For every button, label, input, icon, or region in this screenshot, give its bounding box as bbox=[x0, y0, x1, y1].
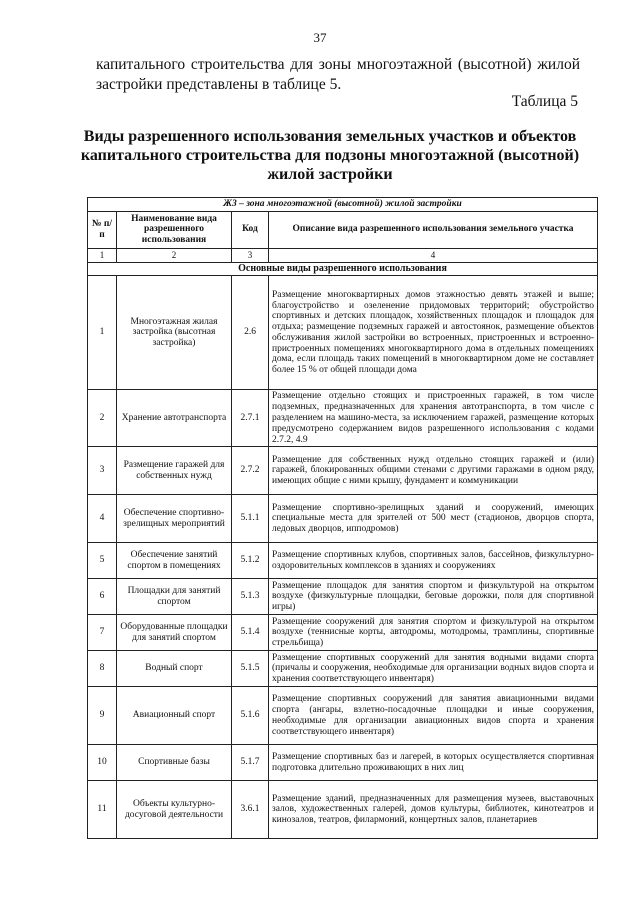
use-code: 5.1.6 bbox=[232, 687, 269, 745]
use-description: Размещение зданий, предназначенных для размещения музеев, выставочных залов, художественных галерей, домов культуры, библиотек, кинотеатров и кинозалов, театров, филармоний, концертных залов, планетариев bbox=[269, 781, 598, 839]
header-num: № п/п bbox=[88, 211, 117, 248]
use-name: Многоэтажная жилая застройка (высотная застройка) bbox=[117, 276, 232, 390]
use-description: Размещение спортивных сооружений для занятия водными видами спорта (причалы и сооружения, необходимые для организации водных видов спорта и хранения соответствующего инвентаря) bbox=[269, 651, 598, 687]
row-number: 4 bbox=[88, 495, 117, 543]
table-row bbox=[88, 651, 598, 687]
use-code: 3.6.1 bbox=[232, 781, 269, 839]
use-name: Спортивные базы bbox=[117, 745, 232, 781]
row-number: 5 bbox=[88, 543, 117, 579]
use-description: Размещение площадок для занятия спортом и физкультурой на открытом воздухе (физкультурные площадки, беговые дорожки, поля для спортивной игры) bbox=[269, 579, 598, 615]
use-name: Водный спорт bbox=[117, 651, 232, 687]
use-code: 2.7.2 bbox=[232, 447, 269, 495]
use-code: 5.1.5 bbox=[232, 651, 269, 687]
zone-title-row bbox=[88, 198, 598, 212]
page-number: 37 bbox=[313, 30, 327, 45]
use-name: Обеспечение занятий спортом в помещениях bbox=[117, 543, 232, 579]
row-number: 10 bbox=[88, 745, 117, 781]
use-code: 5.1.4 bbox=[232, 615, 269, 651]
use-name: Авиационный спорт bbox=[117, 687, 232, 745]
header-row bbox=[88, 211, 598, 248]
zone-title: Ж3 – зона многоэтажной (высотной) жилой застройки bbox=[88, 198, 598, 212]
table-row bbox=[88, 579, 598, 615]
row-number: 3 bbox=[88, 447, 117, 495]
use-name: Обеспечение спортивно-зрелищных мероприятий bbox=[117, 495, 232, 543]
use-description: Размещение отдельно стоящих и пристроенных гаражей, в том числе подземных, предназначенных для хранения автотранспорта, в том числе с разделением на машино-места, за исключением гаражей, размещение которых предусмотрено содержанием видов разрешенного использования с кодами 2.7.2, 4.9 bbox=[269, 390, 598, 447]
land-use-table bbox=[87, 197, 598, 839]
column-index: 1 bbox=[88, 248, 117, 262]
use-description: Размещение спортивно-зрелищных зданий и сооружений, имеющих специальные места для зрителей от 500 мест (стадионов, дворцов спорта, ледовых дворцов, ипподромов) bbox=[269, 495, 598, 543]
use-description: Размещение спортивных сооружений для занятия авиационными видами спорта (ангары, взлетно-посадочные площадки и иные сооружения, необходимые для организации авиационных видов спорта и хранения соответствующего инвентаря) bbox=[269, 687, 598, 745]
use-description: Размещение для собственных нужд отдельно стоящих гаражей и (или) гаражей, блокированных общими стенами с другими гаражами в одном ряду, имеющих общие с ними крышу, фундамент и коммуникации bbox=[269, 447, 598, 495]
column-index: 2 bbox=[117, 248, 232, 262]
use-description: Размещение спортивных баз и лагерей, в которых осуществляется спортивная подготовка длительно проживающих в них лиц bbox=[269, 745, 598, 781]
section-row bbox=[88, 262, 598, 276]
header-name: Наименование вида разрешенного использования bbox=[117, 211, 232, 248]
use-code: 5.1.7 bbox=[232, 745, 269, 781]
use-name: Хранение автотранспорта bbox=[117, 390, 232, 447]
row-number: 9 bbox=[88, 687, 117, 745]
table-label: Таблица 5 bbox=[511, 93, 578, 110]
row-number: 6 bbox=[88, 579, 117, 615]
table-row bbox=[88, 447, 598, 495]
use-code: 2.7.1 bbox=[232, 390, 269, 447]
table-row bbox=[88, 687, 598, 745]
table-row bbox=[88, 390, 598, 447]
column-index: 3 bbox=[232, 248, 269, 262]
header-desc: Описание вида разрешенного использования земельного участка bbox=[269, 211, 598, 248]
table-title: Виды разрешенного использования земельных участков и объектов капитального строительства для подзоны многоэтажной (высотной) жилой застройки bbox=[80, 128, 580, 183]
column-index-row bbox=[88, 248, 598, 262]
use-name: Оборудованные площадки для занятий спортом bbox=[117, 615, 232, 651]
row-number: 2 bbox=[88, 390, 117, 447]
row-number: 7 bbox=[88, 615, 117, 651]
use-description: Размещение сооружений для занятия спортом и физкультурой на открытом воздухе (теннисные корты, автодромы, мотодромы, трамплины, спортивные стрельбища) bbox=[269, 615, 598, 651]
use-name: Размещение гаражей для собственных нужд bbox=[117, 447, 232, 495]
use-name: Объекты культурно-досуговой деятельности bbox=[117, 781, 232, 839]
row-number: 8 bbox=[88, 651, 117, 687]
use-description: Размещение многоквартирных домов этажностью девять этажей и выше; благоустройство и озеленение придомовых территорий; обустройство спортивных и детских площадок, хозяйственных площадок и площадок для отдыха; размещение подземных гаражей и автостоянок, размещение объектов обслуживания жилой застройки во встроенных, пристроенных и встроенно-пристроенных помещениях многоквартирного дома в отдельных помещениях дома, если площадь таких помещений в многоквартирном доме не составляет более 15 % от общей площади дома bbox=[269, 276, 598, 390]
table-row bbox=[88, 495, 598, 543]
intro-paragraph: капитального строительства для зоны многоэтажной (высотной) жилой застройки представлены в таблице 5. bbox=[96, 56, 580, 93]
use-code: 5.1.1 bbox=[232, 495, 269, 543]
table-row bbox=[88, 276, 598, 390]
use-code: 5.1.2 bbox=[232, 543, 269, 579]
use-description: Размещение спортивных клубов, спортивных залов, бассейнов, физкультурно-оздоровительных комплексов в зданиях и сооружениях bbox=[269, 543, 598, 579]
use-name: Площадки для занятий спортом bbox=[117, 579, 232, 615]
row-number: 11 bbox=[88, 781, 117, 839]
table-row bbox=[88, 781, 598, 839]
use-code: 2.6 bbox=[232, 276, 269, 390]
table-row bbox=[88, 543, 598, 579]
use-code: 5.1.3 bbox=[232, 579, 269, 615]
row-number: 1 bbox=[88, 276, 117, 390]
table-row bbox=[88, 745, 598, 781]
table-row bbox=[88, 615, 598, 651]
header-code: Код bbox=[232, 211, 269, 248]
column-index: 4 bbox=[269, 248, 598, 262]
section-title: Основные виды разрешенного использования bbox=[88, 262, 598, 276]
